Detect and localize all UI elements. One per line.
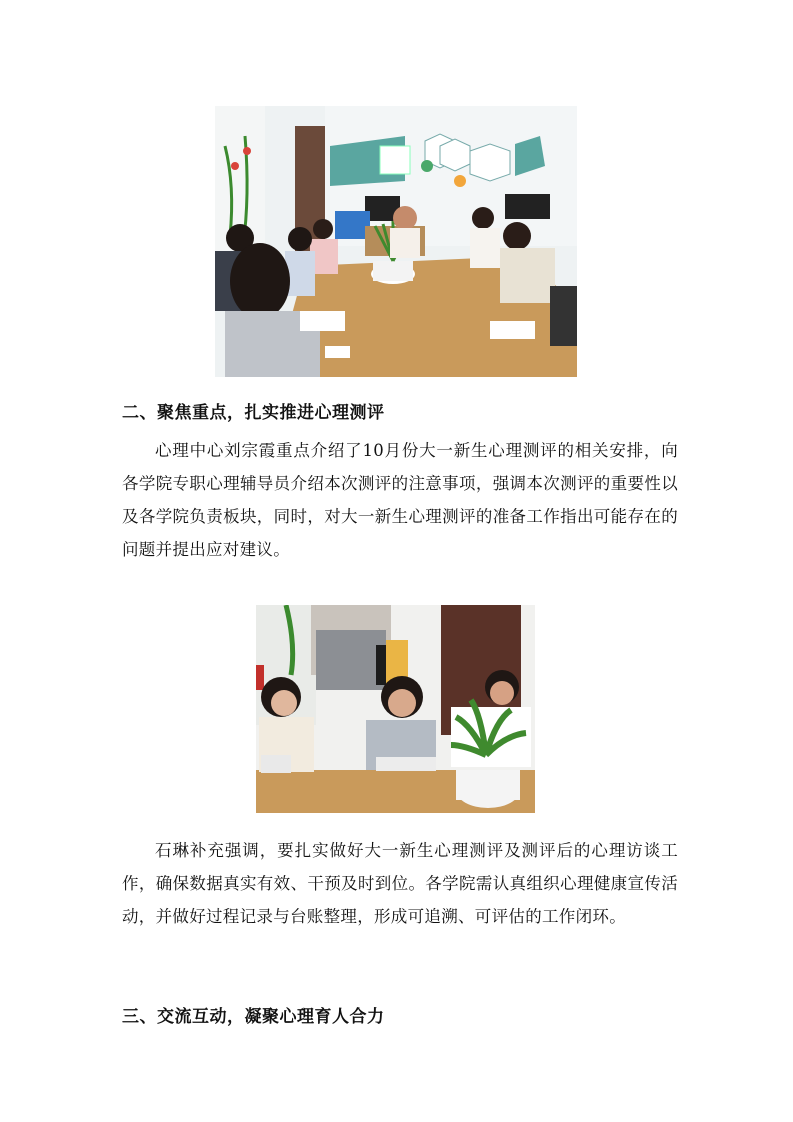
meeting-photo-1 xyxy=(215,106,577,377)
meeting-photo-1-image xyxy=(215,106,577,377)
meeting-photo-2-image xyxy=(256,605,535,813)
section-2-paragraph-2: 石琳补充强调，要扎实做好大一新生心理测评及测评后的心理访谈工作，确保数据真实有效、干预及时到位。各学院需认真组织心理健康宣传活动，并做好过程记录与台账整理，形成可追溯、可评估的工作闭环。 xyxy=(122,841,678,926)
section-3-heading: 三、交流互动，凝聚心理育人合力 xyxy=(122,1007,385,1027)
section-2-heading: 二、聚焦重点，扎实推进心理测评 xyxy=(122,403,385,423)
section-2-paragraph: 心理中心刘宗霞重点介绍了10月份大一新生心理测评的相关安排，向各学院专职心理辅导员介绍本次测评的注意事项，强调本次测评的重要性以及各学院负责板块，同时，对大一新生心理测评的准备工作指出可能存在的问题并提出应对建议。 xyxy=(122,441,678,559)
meeting-photo-2 xyxy=(256,605,535,813)
